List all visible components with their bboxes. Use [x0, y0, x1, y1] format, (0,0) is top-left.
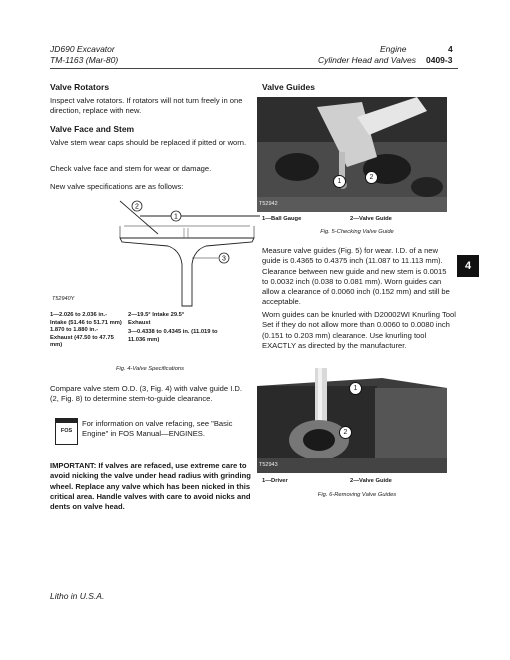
- important-note: IMPORTANT: If valves are refaced, use extreme care to avoid nicking the valve under head radius with grinding wheel. Replace any valve which has been nicked in this critical area. Handle valves with care to avoid nicks and dents on valve head.: [50, 461, 251, 512]
- valve-guides-heading: Valve Guides: [262, 82, 315, 92]
- fig6-id: T52943: [259, 462, 278, 468]
- fig4-legend-2: 2—19.5° Intake 29.5° Exhaust: [128, 312, 185, 326]
- knurl-text: Worn guides can be knurled with D20002WI Knurling Tool Set if they do not allow more than 0.0060 to 0.0080 inch (0.151 to 0.203 mm) clearance. Use knurling tool EXACTLY as directed by the manufacturer.: [262, 310, 456, 350]
- fig5-id: T52942: [259, 201, 278, 207]
- check-face-text: Check valve face and stem for wear or damage.: [50, 164, 212, 173]
- fig5-photo: [257, 97, 447, 212]
- fig4-legend-3: 3—0.4338 to 0.4345 in. (11.019 to 11.036 mm): [128, 329, 218, 343]
- valve-rotators-text: Inspect valve rotators. If rotators will not turn freely in one direction, replace with new.: [50, 96, 243, 116]
- fig5-callout-1: 1: [333, 175, 346, 188]
- fig5-legend-2: 2—Valve Guide: [350, 216, 392, 222]
- fig6-callout-2: 2: [339, 426, 352, 439]
- fig6-legend-2: 2—Valve Guide: [350, 478, 392, 484]
- fig5-callout-2: 2: [365, 171, 378, 184]
- header-page-number: 0409-3: [426, 55, 453, 65]
- fos-book-band: [56, 419, 77, 423]
- fig5-legend-1: 1—Ball Gauge: [262, 216, 302, 222]
- valve-rotators-heading: Valve Rotators: [50, 82, 110, 92]
- fig6-photo: [257, 368, 447, 473]
- valve-spec-diagram: [80, 198, 270, 313]
- fig6-callout-1: 1: [349, 382, 362, 395]
- compare-text: Compare valve stem O.D. (3, Fig. 4) with valve guide I.D. (2, Fig. 8) to determine stem-to-guide clearance.: [50, 384, 243, 404]
- header-manual: TM-1163 (Mar-80): [50, 55, 119, 65]
- header-section-number: 4: [448, 44, 453, 54]
- measure-guides-text: Measure valve guides (Fig. 5) for wear. I.D. of a new guide is 0.4365 to 0.4375 inch (11.087 to 11.113 mm). Clearance between new guide and new stem is 0.0015 to 0.0032 inch (0.038 to 0.081 mm). Worn guides can allow a clearance of 0.0060 inch (0.152 mm) and still be acceptable.: [262, 246, 450, 307]
- fos-text: For information on valve refacing, see "Basic Engine" in FOS Manual—ENGINES.: [82, 419, 233, 439]
- callout-2: 2: [135, 203, 139, 211]
- header-section: Engine: [380, 44, 407, 54]
- fig4-legend-1: 1—2.026 to 2.036 in.- Intake (51.46 to 51.71 mm) 1.870 to 1.880 in.- Exhaust (47.50 to 47.75 mm): [50, 312, 122, 349]
- fig4-id: T52940Y: [52, 296, 75, 302]
- fig4-caption: Fig. 4-Valve Specifications: [115, 366, 185, 372]
- header-subtitle: Cylinder Head and Valves: [318, 55, 416, 65]
- specs-intro-text: New valve specifications are as follows:: [50, 182, 184, 191]
- fos-label: FOS: [60, 428, 73, 434]
- header-model: JD690 Excavator: [50, 44, 115, 54]
- wear-caps-text: Valve stem wear caps should be replaced if pitted or worn.: [50, 138, 247, 147]
- fig6-caption: Fig. 6-Removing Valve Guides: [317, 492, 397, 498]
- section-tab: 4: [457, 255, 479, 277]
- callout-3: 3: [222, 255, 226, 263]
- header-rule: [50, 68, 458, 69]
- fos-book-icon: [55, 418, 78, 445]
- fig6-legend-1: 1—Driver: [262, 478, 288, 484]
- fig5-caption: Fig. 5-Checking Valve Guide: [320, 229, 394, 235]
- footer-litho: Litho in U.S.A.: [50, 591, 105, 601]
- callout-1: 1: [174, 213, 178, 221]
- valve-face-heading: Valve Face and Stem: [50, 124, 135, 134]
- fig5-photo-art: [257, 97, 447, 212]
